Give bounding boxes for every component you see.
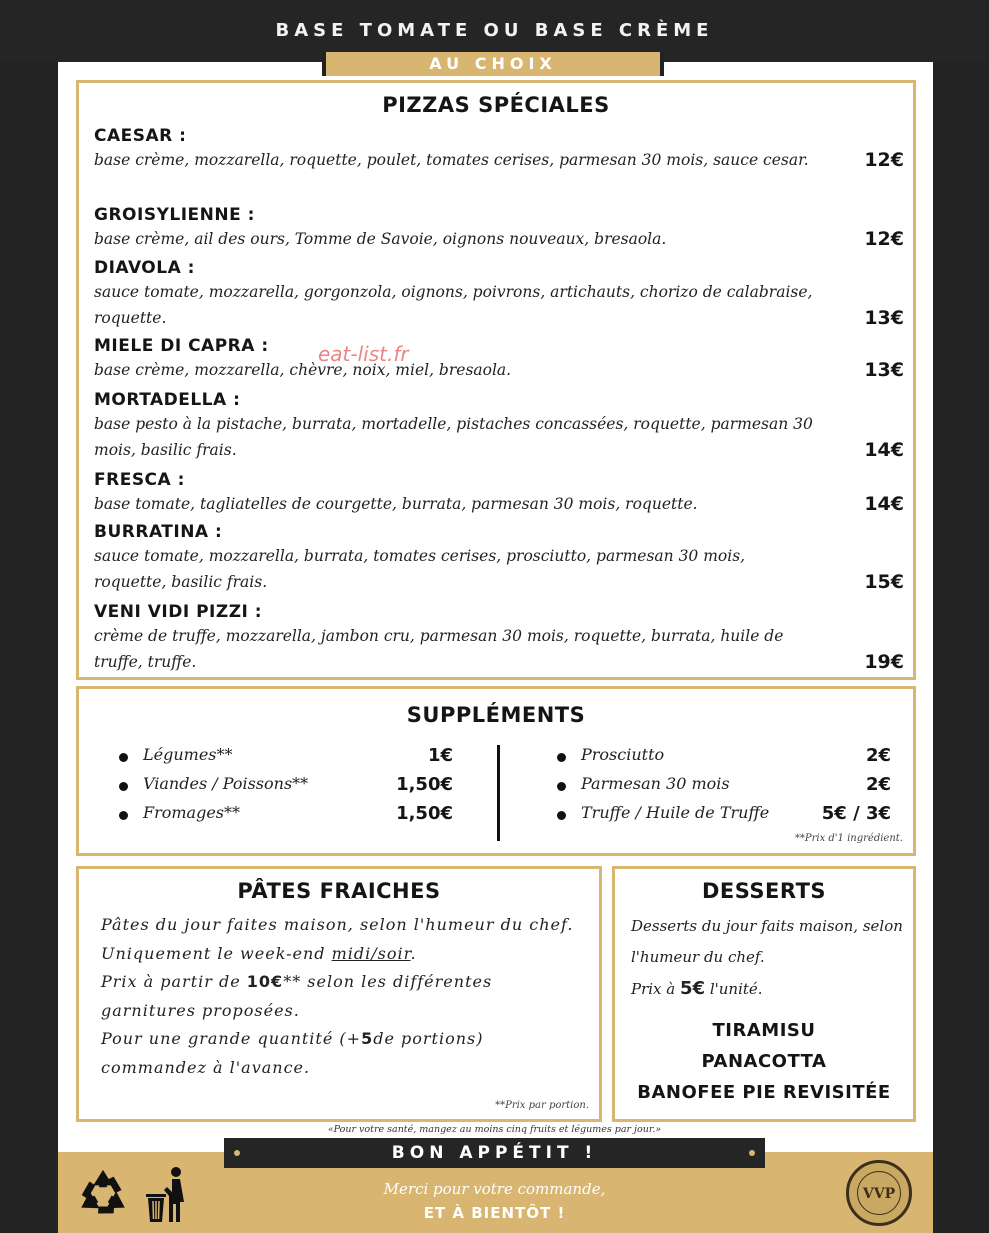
dessert-item: PANACOTTA bbox=[701, 1051, 827, 1072]
supplement-price: 2€ bbox=[865, 745, 891, 766]
watermark: eat-list.fr bbox=[318, 342, 409, 366]
pates-portions: 5 bbox=[361, 1029, 374, 1048]
column-divider bbox=[497, 745, 500, 841]
supplements-right-column bbox=[557, 745, 891, 832]
pates-footnote: **Prix par portion. bbox=[495, 1100, 589, 1111]
supplement-label: Prosciutto bbox=[581, 745, 665, 764]
pates-line: ** selon les différentes garnitures proposées. bbox=[101, 972, 493, 1020]
supplement-item bbox=[557, 774, 891, 803]
supplement-label: Viandes / Poissons** bbox=[143, 774, 309, 793]
pizza-description: base crème, mozzarella, roquette, poulet, tomates cerises, parmesan 30 mois, sauce cesar. bbox=[94, 151, 809, 169]
desserts-description bbox=[631, 911, 911, 1005]
supplement-item bbox=[119, 774, 453, 803]
restaurant-logo bbox=[846, 1160, 912, 1226]
pizza-item bbox=[94, 257, 904, 331]
recycle-icon bbox=[74, 1166, 132, 1224]
pizza-item bbox=[94, 469, 904, 517]
pizza-description: base pesto à la pistache, burrata, mortadelle, pistaches concassées, roquette, parmesan 30 mois, basilic frais. bbox=[94, 415, 813, 459]
bullet-icon bbox=[119, 782, 128, 791]
desserts-line: l'unité. bbox=[705, 980, 763, 998]
desserts-list bbox=[615, 1015, 913, 1108]
au-choix-ribbon: AU CHOIX bbox=[322, 52, 664, 76]
pizza-name: MIELE DI CAPRA : bbox=[94, 336, 269, 356]
dessert-item: TIRAMISU bbox=[712, 1020, 816, 1041]
bullet-icon bbox=[557, 811, 566, 820]
bullet-icon bbox=[119, 811, 128, 820]
see-you-message: ET À BIENTÔT ! bbox=[423, 1204, 566, 1222]
pates-line: de portions) commandez à l'avance. bbox=[101, 1029, 484, 1077]
pizza-price: 13€ bbox=[864, 359, 904, 381]
pizza-item bbox=[94, 125, 904, 173]
pizza-description: sauce tomate, mozzarella, burrata, tomates cerises, prosciutto, parmesan 30 mois, roquette, basilic frais. bbox=[94, 547, 746, 591]
desserts-section bbox=[612, 866, 916, 1122]
supplements-footnote: **Prix d'1 ingrédient. bbox=[794, 833, 903, 844]
desserts-line: Prix à bbox=[631, 980, 680, 998]
pates-description bbox=[101, 911, 581, 1082]
supplement-label: Parmesan 30 mois bbox=[581, 774, 730, 793]
pizza-price: 14€ bbox=[864, 493, 904, 515]
pizza-name: CAESAR : bbox=[94, 126, 187, 146]
pizza-description: base crème, ail des ours, Tomme de Savoie, oignons nouveaux, bresaola. bbox=[94, 230, 667, 248]
supplement-item bbox=[557, 745, 891, 774]
pizza-price: 13€ bbox=[864, 307, 904, 329]
pates-schedule: midi/soir bbox=[331, 943, 411, 963]
bullet-icon bbox=[557, 753, 566, 762]
supplement-price: 2€ bbox=[865, 774, 891, 795]
pizza-name: VENI VIDI PIZZI : bbox=[94, 602, 263, 622]
pizza-name: MORTADELLA : bbox=[94, 390, 241, 410]
logo-mark: VVP bbox=[857, 1171, 901, 1215]
pizza-price: 15€ bbox=[864, 571, 904, 593]
pizza-item bbox=[94, 204, 904, 252]
bullet-icon bbox=[557, 782, 566, 791]
bullet-icon bbox=[119, 753, 128, 762]
thanks-message: Merci pour votre commande, bbox=[383, 1180, 606, 1198]
pizzas-title: PIZZAS SPÉCIALES bbox=[382, 93, 610, 117]
pizza-name: DIAVOLA : bbox=[94, 258, 195, 278]
bon-appetit-banner: BON APPÉTIT ! bbox=[224, 1138, 765, 1168]
right-margin bbox=[933, 62, 989, 1233]
supplements-title: SUPPLÉMENTS bbox=[406, 703, 586, 727]
supplements-left-column bbox=[119, 745, 453, 832]
dessert-item: BANOFEE PIE REVISITÉE bbox=[637, 1082, 891, 1103]
desserts-line: Desserts du jour faits maison, selon l'humeur du chef. bbox=[631, 917, 903, 966]
supplement-label: Truffe / Huile de Truffe bbox=[581, 803, 770, 822]
pates-line: . bbox=[410, 943, 417, 963]
pizza-description: base crème, mozzarella, chèvre, noix, miel, bresaola. bbox=[94, 361, 512, 379]
pates-line: Pâtes du jour faites maison, selon l'humeur du chef. bbox=[101, 915, 574, 934]
base-choice-heading: BASE TOMATE OU BASE CRÈME bbox=[275, 20, 714, 41]
supplements-section bbox=[76, 686, 916, 856]
supplement-price: 5€ / 3€ bbox=[821, 803, 891, 824]
pizza-item bbox=[94, 389, 904, 463]
supplement-label: Fromages** bbox=[143, 803, 241, 822]
pates-title: PÂTES FRAICHES bbox=[237, 879, 441, 903]
pizza-price: 12€ bbox=[864, 149, 904, 171]
pizza-name: GROISYLIENNE : bbox=[94, 205, 255, 225]
pizza-description: crème de truffe, mozzarella, jambon cru, parmesan 30 mois, roquette, burrata, huile de truffe, truffe. bbox=[94, 627, 784, 671]
pizza-item bbox=[94, 601, 904, 675]
pizza-name: BURRATINA : bbox=[94, 522, 223, 542]
desserts-title: DESSERTS bbox=[701, 879, 827, 903]
pizza-description: sauce tomate, mozzarella, gorgonzola, oignons, poivrons, artichauts, chorizo de calabraise, roquette. bbox=[94, 283, 813, 327]
pizza-item bbox=[94, 335, 904, 383]
pates-section bbox=[76, 866, 602, 1122]
pizza-item bbox=[94, 521, 904, 595]
pizza-price: 12€ bbox=[864, 228, 904, 250]
supplement-price: 1€ bbox=[427, 745, 453, 766]
supplement-item bbox=[557, 803, 891, 832]
pates-price: 10€ bbox=[246, 972, 284, 991]
pates-line: Prix à partir de bbox=[101, 972, 247, 991]
pates-line: Uniquement le week-end bbox=[101, 943, 332, 963]
pizzas-section bbox=[76, 80, 916, 680]
supplement-price: 1,50€ bbox=[396, 774, 453, 795]
supplement-item bbox=[119, 803, 453, 832]
trash-person-icon bbox=[142, 1166, 190, 1224]
pizza-name: FRESCA : bbox=[94, 470, 185, 490]
pizza-price: 19€ bbox=[864, 651, 904, 673]
desserts-price: 5€ bbox=[680, 978, 706, 999]
pizza-price: 14€ bbox=[864, 439, 904, 461]
supplement-price: 1,50€ bbox=[396, 803, 453, 824]
left-margin bbox=[0, 62, 58, 1233]
supplement-item bbox=[119, 745, 453, 774]
pates-line: Pour une grande quantité (+ bbox=[101, 1029, 362, 1048]
supplement-label: Légumes** bbox=[143, 745, 233, 764]
pizza-description: base tomate, tagliatelles de courgette, burrata, parmesan 30 mois, roquette. bbox=[94, 495, 698, 513]
health-note: «Pour votre santé, mangez au moins cinq fruits et légumes par jour.» bbox=[327, 1124, 662, 1135]
